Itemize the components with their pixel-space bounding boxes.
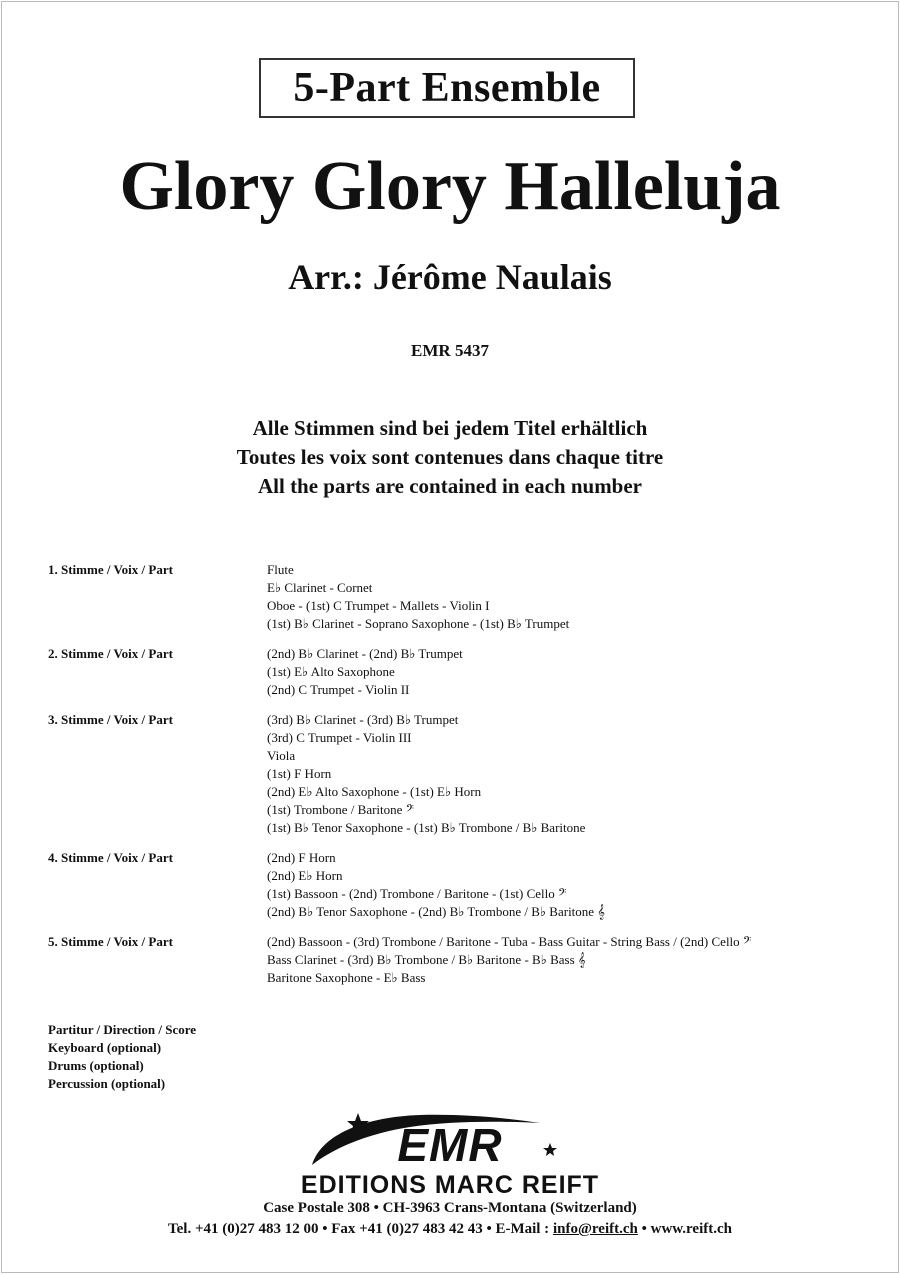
parts-list <box>48 561 888 999</box>
publisher-name: EDITIONS MARC REIFT <box>300 1171 600 1199</box>
instrument-line: (2nd) Bassoon - (3rd) Trombone / Baritone - Tuba - Bass Guitar - String Bass / (2nd) Cello 𝄢 <box>267 934 752 949</box>
instrument-line: Viola <box>267 748 296 763</box>
contact-website[interactable]: • www.reift.ch <box>637 1221 732 1237</box>
part-label: 2. Stimme / Voix / Part <box>48 646 173 661</box>
star-icon <box>543 1143 557 1156</box>
logo-text: EMR <box>397 1119 503 1171</box>
part-label: 5. Stimme / Voix / Part <box>48 934 173 949</box>
instrument-line: Oboe - (1st) C Trumpet - Mallets - Violin I <box>267 598 490 613</box>
contact-phone-fax: Tel. +41 (0)27 483 12 00 • Fax +41 (0)27 483 42 43 • E-Mail : <box>168 1221 553 1237</box>
instrument-line: (1st) Bassoon - (2nd) Trombone / Baritone - (1st) Cello 𝄢 <box>267 886 567 901</box>
note-french: Toutes les voix sont contenues dans chaque titre <box>236 445 664 469</box>
contact-line <box>0 1219 900 1239</box>
part-label: 3. Stimme / Voix / Part <box>48 712 173 727</box>
availability-notes <box>0 414 900 501</box>
part-1 <box>48 561 888 633</box>
part-label: 4. Stimme / Voix / Part <box>48 850 173 865</box>
instrument-line: (1st) Trombone / Baritone 𝄢 <box>267 802 415 817</box>
extra-percussion: Percussion (optional) <box>48 1076 166 1091</box>
arranger: Arr.: Jérôme Naulais <box>288 257 612 297</box>
instrument-line: (1st) B♭ Tenor Saxophone - (1st) B♭ Trombone / B♭ Baritone <box>267 820 586 835</box>
instrument-line: Bass Clarinet - (3rd) B♭ Trombone / B♭ Baritone - B♭ Bass 𝄞 <box>267 952 586 967</box>
ensemble-label: 5-Part Ensemble <box>259 58 635 118</box>
instrument-line: (2nd) E♭ Horn <box>267 868 343 883</box>
part-2 <box>48 645 888 699</box>
emr-logo <box>300 1107 600 1173</box>
note-english: All the parts are contained in each number <box>257 474 643 498</box>
instrument-list <box>267 645 463 699</box>
instrument-line: (2nd) B♭ Tenor Saxophone - (2nd) B♭ Trombone / B♭ Baritone 𝄞 <box>267 904 605 919</box>
instrument-list <box>267 711 585 837</box>
extra-drums: Drums (optional) <box>48 1058 144 1073</box>
instrument-line: (2nd) E♭ Alto Saxophone - (1st) E♭ Horn <box>267 784 482 799</box>
instrument-line: (1st) B♭ Clarinet - Soprano Saxophone - (1st) B♭ Trumpet <box>267 616 570 631</box>
instrument-line: (2nd) C Trumpet - Violin II <box>267 682 410 697</box>
part-4 <box>48 849 888 921</box>
publisher-address: Case Postale 308 • CH-3963 Crans-Montana (Switzerland) <box>263 1200 637 1216</box>
instrument-line: Flute <box>267 562 294 577</box>
note-german: Alle Stimmen sind bei jedem Titel erhältlich <box>252 416 648 440</box>
page-title: Glory Glory Halleluja <box>119 148 781 225</box>
instrument-list <box>267 933 751 987</box>
instrument-list <box>267 561 569 633</box>
part-label: 1. Stimme / Voix / Part <box>48 562 173 577</box>
instrument-line: (3rd) B♭ Clarinet - (3rd) B♭ Trumpet <box>267 712 459 727</box>
extra-score: Partitur / Direction / Score <box>48 1022 197 1037</box>
extra-keyboard: Keyboard (optional) <box>48 1040 162 1055</box>
instrument-line: (1st) F Horn <box>267 766 332 781</box>
optional-parts <box>48 1021 196 1093</box>
instrument-line: Baritone Saxophone - E♭ Bass <box>267 970 426 985</box>
instrument-line: (2nd) F Horn <box>267 850 336 865</box>
instrument-line: (2nd) B♭ Clarinet - (2nd) B♭ Trumpet <box>267 646 463 661</box>
part-3 <box>48 711 888 837</box>
instrument-line: (1st) E♭ Alto Saxophone <box>267 664 395 679</box>
instrument-line: E♭ Clarinet - Cornet <box>267 580 373 595</box>
catalog-number: EMR 5437 <box>411 341 489 360</box>
part-5 <box>48 933 888 987</box>
instrument-line: (3rd) C Trumpet - Violin III <box>267 730 412 745</box>
email-link[interactable]: info@reift.ch <box>552 1221 638 1237</box>
instrument-list <box>267 849 605 921</box>
